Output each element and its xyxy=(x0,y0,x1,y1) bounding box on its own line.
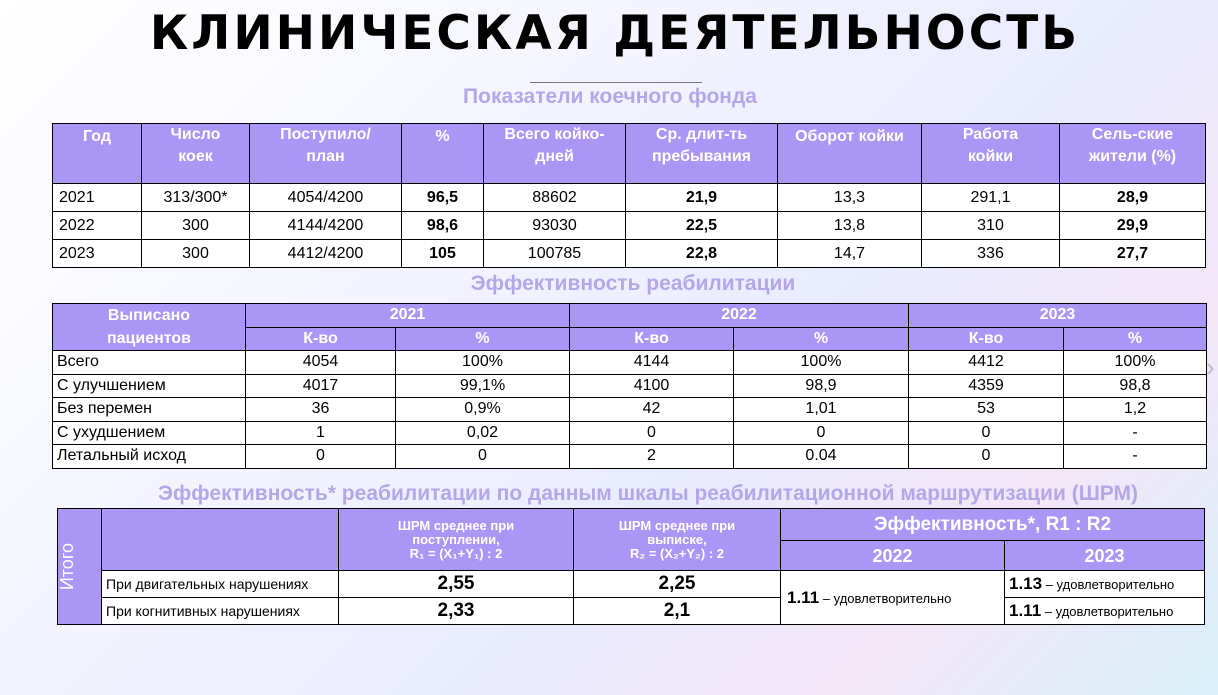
rehab-cell: 99,1% xyxy=(396,374,570,398)
rehab-cell: - xyxy=(1064,445,1207,469)
section-title-bed-fund: Показатели коечного фонда xyxy=(463,85,757,108)
rehab-cell: 4100 xyxy=(570,374,734,398)
bed-cell: 29,9 xyxy=(1060,212,1206,240)
year-header-2023: 2023 xyxy=(909,304,1207,328)
eff-2023-cog-text: – удовлетворительно xyxy=(1044,604,1174,619)
bed-cell: 13,8 xyxy=(778,212,922,240)
eff-2023-cog-cell xyxy=(1005,598,1205,625)
motor-discharge: 2,25 xyxy=(574,571,781,598)
discharged-header: Выписано пациентов xyxy=(53,304,246,351)
bed-cell: 291,1 xyxy=(922,184,1060,212)
rehab-cell: 4412 xyxy=(909,351,1064,375)
bed-cell: 96,5 xyxy=(402,184,484,212)
cognitive-label: При когнитивных нарушениях xyxy=(102,598,339,625)
rehab-cell: 1,2 xyxy=(1064,398,1207,422)
bed-header-7: Работа койки xyxy=(922,124,1060,184)
bed-cell: 4054/4200 xyxy=(250,184,402,212)
rehab-cell: 100% xyxy=(1064,351,1207,375)
rehab-cell: 0 xyxy=(246,445,396,469)
eff-2023-motor-value: 1.13 xyxy=(1009,574,1043,593)
motor-admission: 2,55 xyxy=(339,571,574,598)
bed-cell: 22,5 xyxy=(626,212,778,240)
table-row xyxy=(53,184,1206,212)
bed-cell: 336 xyxy=(922,240,1060,268)
rehab-table xyxy=(52,303,1207,469)
rehab-cell: 100% xyxy=(734,351,909,375)
bed-cell: 93030 xyxy=(484,212,626,240)
percent-header: % xyxy=(734,327,909,351)
bed-cell: 2023 xyxy=(53,240,142,268)
rehab-cell: 4054 xyxy=(246,351,396,375)
eff-2022-cell xyxy=(781,571,1005,625)
table-row xyxy=(53,351,1207,375)
bed-cell: 88602 xyxy=(484,184,626,212)
rehab-cell: 0,02 xyxy=(396,421,570,445)
count-header: К-во xyxy=(570,327,734,351)
rehab-cell: 0 xyxy=(396,445,570,469)
shrm-discharge-formula: R₂ = (X₂+Y₂) : 2 xyxy=(630,545,724,561)
eff-year-2022: 2022 xyxy=(781,541,1005,571)
cognitive-discharge: 2,1 xyxy=(574,598,781,625)
table-row xyxy=(53,240,1206,268)
bed-cell: 105 xyxy=(402,240,484,268)
eff-2023-motor-text: – удовлетворительно xyxy=(1045,577,1175,592)
bed-cell: 310 xyxy=(922,212,1060,240)
rehab-row-label: С ухудшением xyxy=(53,421,246,445)
total-label-cell xyxy=(58,509,102,625)
bed-header-8: Сель-ские жители (%) xyxy=(1060,124,1206,184)
bed-cell: 2021 xyxy=(53,184,142,212)
rehab-cell: 0 xyxy=(734,421,909,445)
shrm-admission-title: ШРМ среднее при поступлении, xyxy=(397,517,515,547)
bed-cell: 4412/4200 xyxy=(250,240,402,268)
eff-2023-motor-cell xyxy=(1005,571,1205,598)
rehab-row-label: Всего xyxy=(53,351,246,375)
eff-2022-value: 1.11 xyxy=(787,587,820,607)
rehab-cell: 36 xyxy=(246,398,396,422)
rehab-cell: 0,9% xyxy=(396,398,570,422)
table-row xyxy=(53,374,1207,398)
rehab-row-label: Летальный исход xyxy=(53,445,246,469)
rehab-row-label: Без перемен xyxy=(53,398,246,422)
rehab-cell: 98,8 xyxy=(1064,374,1207,398)
bed-header-1: Число коек xyxy=(142,124,250,184)
table-row xyxy=(53,445,1207,469)
rehab-cell: - xyxy=(1064,421,1207,445)
rehab-cell: 0 xyxy=(909,445,1064,469)
eff-year-2023: 2023 xyxy=(1005,541,1205,571)
rehab-cell: 0 xyxy=(909,421,1064,445)
shrm-discharge-title: ШРМ среднее при выписке, xyxy=(618,517,736,547)
year-header-2021: 2021 xyxy=(246,304,570,328)
total-label: Итого xyxy=(57,542,77,591)
rehab-cell: 42 xyxy=(570,398,734,422)
table-row xyxy=(53,421,1207,445)
bed-cell: 13,3 xyxy=(778,184,922,212)
bed-cell: 100785 xyxy=(484,240,626,268)
page-title: КЛИНИЧЕСКАЯ ДЕЯТЕЛЬНОСТЬ xyxy=(149,6,1081,61)
bed-header-4: Всего койко-дней xyxy=(484,124,626,184)
bed-header-0: Год xyxy=(53,124,142,184)
bed-cell: 313/300* xyxy=(142,184,250,212)
rehab-cell: 53 xyxy=(909,398,1064,422)
bed-cell: 98,6 xyxy=(402,212,484,240)
bed-header-2: Поступило/ план xyxy=(250,124,402,184)
bed-cell: 300 xyxy=(142,212,250,240)
eff-2022-text: – удовлетворительно xyxy=(822,590,952,606)
next-slide-chevron-icon[interactable]: › xyxy=(1206,352,1215,382)
rehab-cell: 1 xyxy=(246,421,396,445)
rehab-cell: 100% xyxy=(396,351,570,375)
cognitive-admission: 2,33 xyxy=(339,598,574,625)
bed-cell: 22,8 xyxy=(626,240,778,268)
bed-cell: 2022 xyxy=(53,212,142,240)
bed-cell: 28,9 xyxy=(1060,184,1206,212)
rehab-cell: 2 xyxy=(570,445,734,469)
rehab-cell: 0.04 xyxy=(734,445,909,469)
motor-label: При двигательных нарушениях xyxy=(102,571,339,598)
shrm-admission-header xyxy=(339,509,574,571)
bed-header-3: % xyxy=(402,124,484,184)
rehab-cell: 98,9 xyxy=(734,374,909,398)
rehab-cell: 4144 xyxy=(570,351,734,375)
bed-cell: 21,9 xyxy=(626,184,778,212)
count-header: К-во xyxy=(246,327,396,351)
rehab-cell: 0 xyxy=(570,421,734,445)
bed-cell: 27,7 xyxy=(1060,240,1206,268)
table-row xyxy=(53,398,1207,422)
rehab-cell: 4017 xyxy=(246,374,396,398)
percent-header: % xyxy=(396,327,570,351)
bed-cell: 14,7 xyxy=(778,240,922,268)
table-row xyxy=(53,212,1206,240)
bed-fund-table xyxy=(52,123,1206,268)
rehab-cell: 1,01 xyxy=(734,398,909,422)
year-header-2022: 2022 xyxy=(570,304,909,328)
title-divider xyxy=(530,82,702,83)
shrm-discharge-header xyxy=(574,509,781,571)
eff-2023-cog-value: 1.11 xyxy=(1009,601,1042,620)
rehab-cell: 4359 xyxy=(909,374,1064,398)
percent-header: % xyxy=(1064,327,1207,351)
bed-header-6: Оборот койки xyxy=(778,124,922,184)
shrm-blank-header xyxy=(102,509,339,571)
section-title-shrm: Эффективность* реабилитации по данным шкалы реабилитационной маршрутизации (ШРМ) xyxy=(157,482,1139,505)
bed-cell: 300 xyxy=(142,240,250,268)
section-title-rehab: Эффективность реабилитации xyxy=(470,272,796,295)
rehab-row-label: С улучшением xyxy=(53,374,246,398)
count-header: К-во xyxy=(909,327,1064,351)
bed-cell: 4144/4200 xyxy=(250,212,402,240)
shrm-admission-formula: R₁ = (X₁+Y₁) : 2 xyxy=(409,545,503,561)
shrm-table xyxy=(57,508,1205,625)
efficiency-header: Эффективность*, R1 : R2 xyxy=(781,509,1205,541)
bed-header-5: Ср. длит-ть пребывания xyxy=(626,124,778,184)
